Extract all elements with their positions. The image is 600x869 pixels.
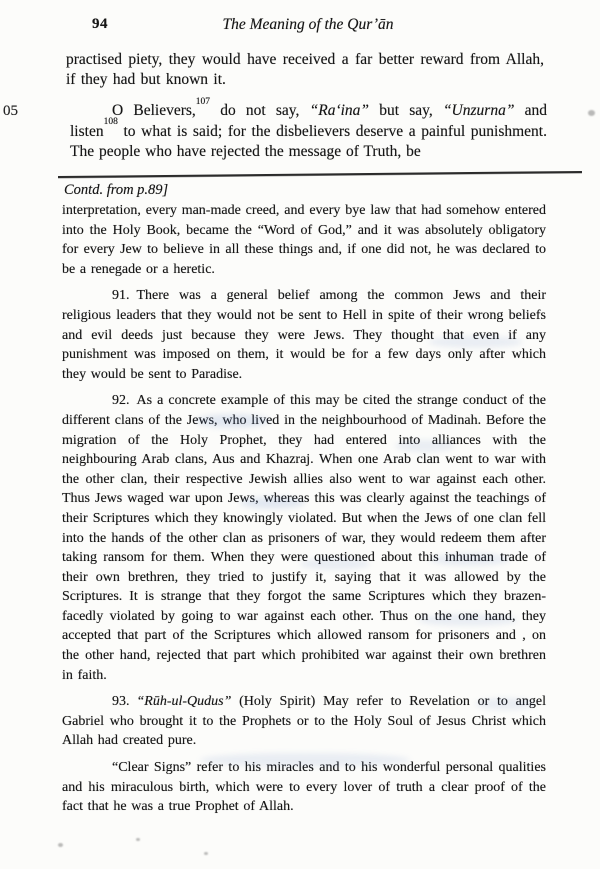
scan-speck [136,838,140,841]
footnotes-section [62,201,546,824]
footnote-92: 92. As a concrete example of this may be cited the strange conduct of the different clans of the Jews, who lived in the neighbourhood of Madinah. Before the migration of the Holy Prophet, they had entered into alliances with the neighbouring Arab clans, Aus and Khazraj. When one Arab clan went to war with the other clan, their respective Jewish allies also went to war against each other. Thus Jews waged war upon Jews, whereas this was clearly against the teachings of their Scriptures which they knowingly violated. But when the Jews of one clan fell into the hands of the other clan as prisoners of war, they would redeem them after taking ransom for them. When they were questioned about this inhuman trade of their own brethren, they tried to justify it, saying that it was allowed by the Scriptures. It is strange that they forgot the same Scriptures which they brazen-facedly violated by going to war against each other. Thus on the one hand, they accepted that part of the Scriptures which allowed ransom for prisoners and , on the other hand, rejected that part which prohibited war against their own brethren in faith. [62,393,546,683]
term-ruh-ul-qudus: “Rūh-ul-Qudus” [136,694,232,710]
verse-segment: and listen [70,102,547,140]
scan-speck [588,110,595,116]
verse-segment: but say, [369,102,443,119]
footnote-continued-paragraph: interpretation, every man-made creed, and every bye law that had somehow entered into the Holy Book, became the “Word of God,” and it was absolutely obligatory for every Jew to believe in all these things and, if one did not, he was declared to be a renegade or a heretic. [62,203,546,277]
arabic-term-unzurna: “Unzurna” [442,102,515,119]
footnote-91: 91. There was a general belief among the common Jews and their religious leaders that they would not be sent to Hell in spite of their wrong beliefs and evil deeds just because they were Jews. They thought that even if any punishment was imposed on them, it would be for a few days only after which they would be sent to Paradise. [62,288,546,382]
verse-segment: to what is said; for the disbelievers deserve a painful punishment. The people who have rejected the message of Truth, be [70,122,547,160]
scan-speck [204,852,208,855]
footnote-divider-rule [58,171,582,178]
arabic-term-raina: “Ra‘ina” [309,102,370,119]
footnote-ref-107: 107 [195,96,211,107]
footnote-93-number: 93. [112,694,137,710]
contd-from-note: Contd. from p.89] [64,182,169,198]
verse-paragraph [70,96,547,163]
footnote-clear-signs: “Clear Signs” refer to his miracles and to his wonderful personal qualities and his miraculous birth, which were to every lover of truth a clear proof of the fact that he was a true Prophet of Allah. [62,760,546,815]
scan-speck [58,843,63,847]
verse-segment: O Believers, [112,102,196,119]
verse-segment: do not say, [210,102,310,119]
running-title: The Meaning of the Qur’ān [222,16,394,33]
footnote-93 [62,692,546,751]
footnote-93-text: (Holy Spirit) May refer to Revelation or to angel Gabriel who brought it to the Prophets or to the Holy Soul of Jesus Christ which Allah had created pure. [62,694,546,749]
paragraph-top-continuation: practised piety, they would have received a far better reward from Allah, if they had but known it. [66,51,544,88]
page-number: 94 [92,16,108,32]
footnote-ref-108: 108 [103,117,118,128]
verse-margin-number: 05 [3,103,18,119]
